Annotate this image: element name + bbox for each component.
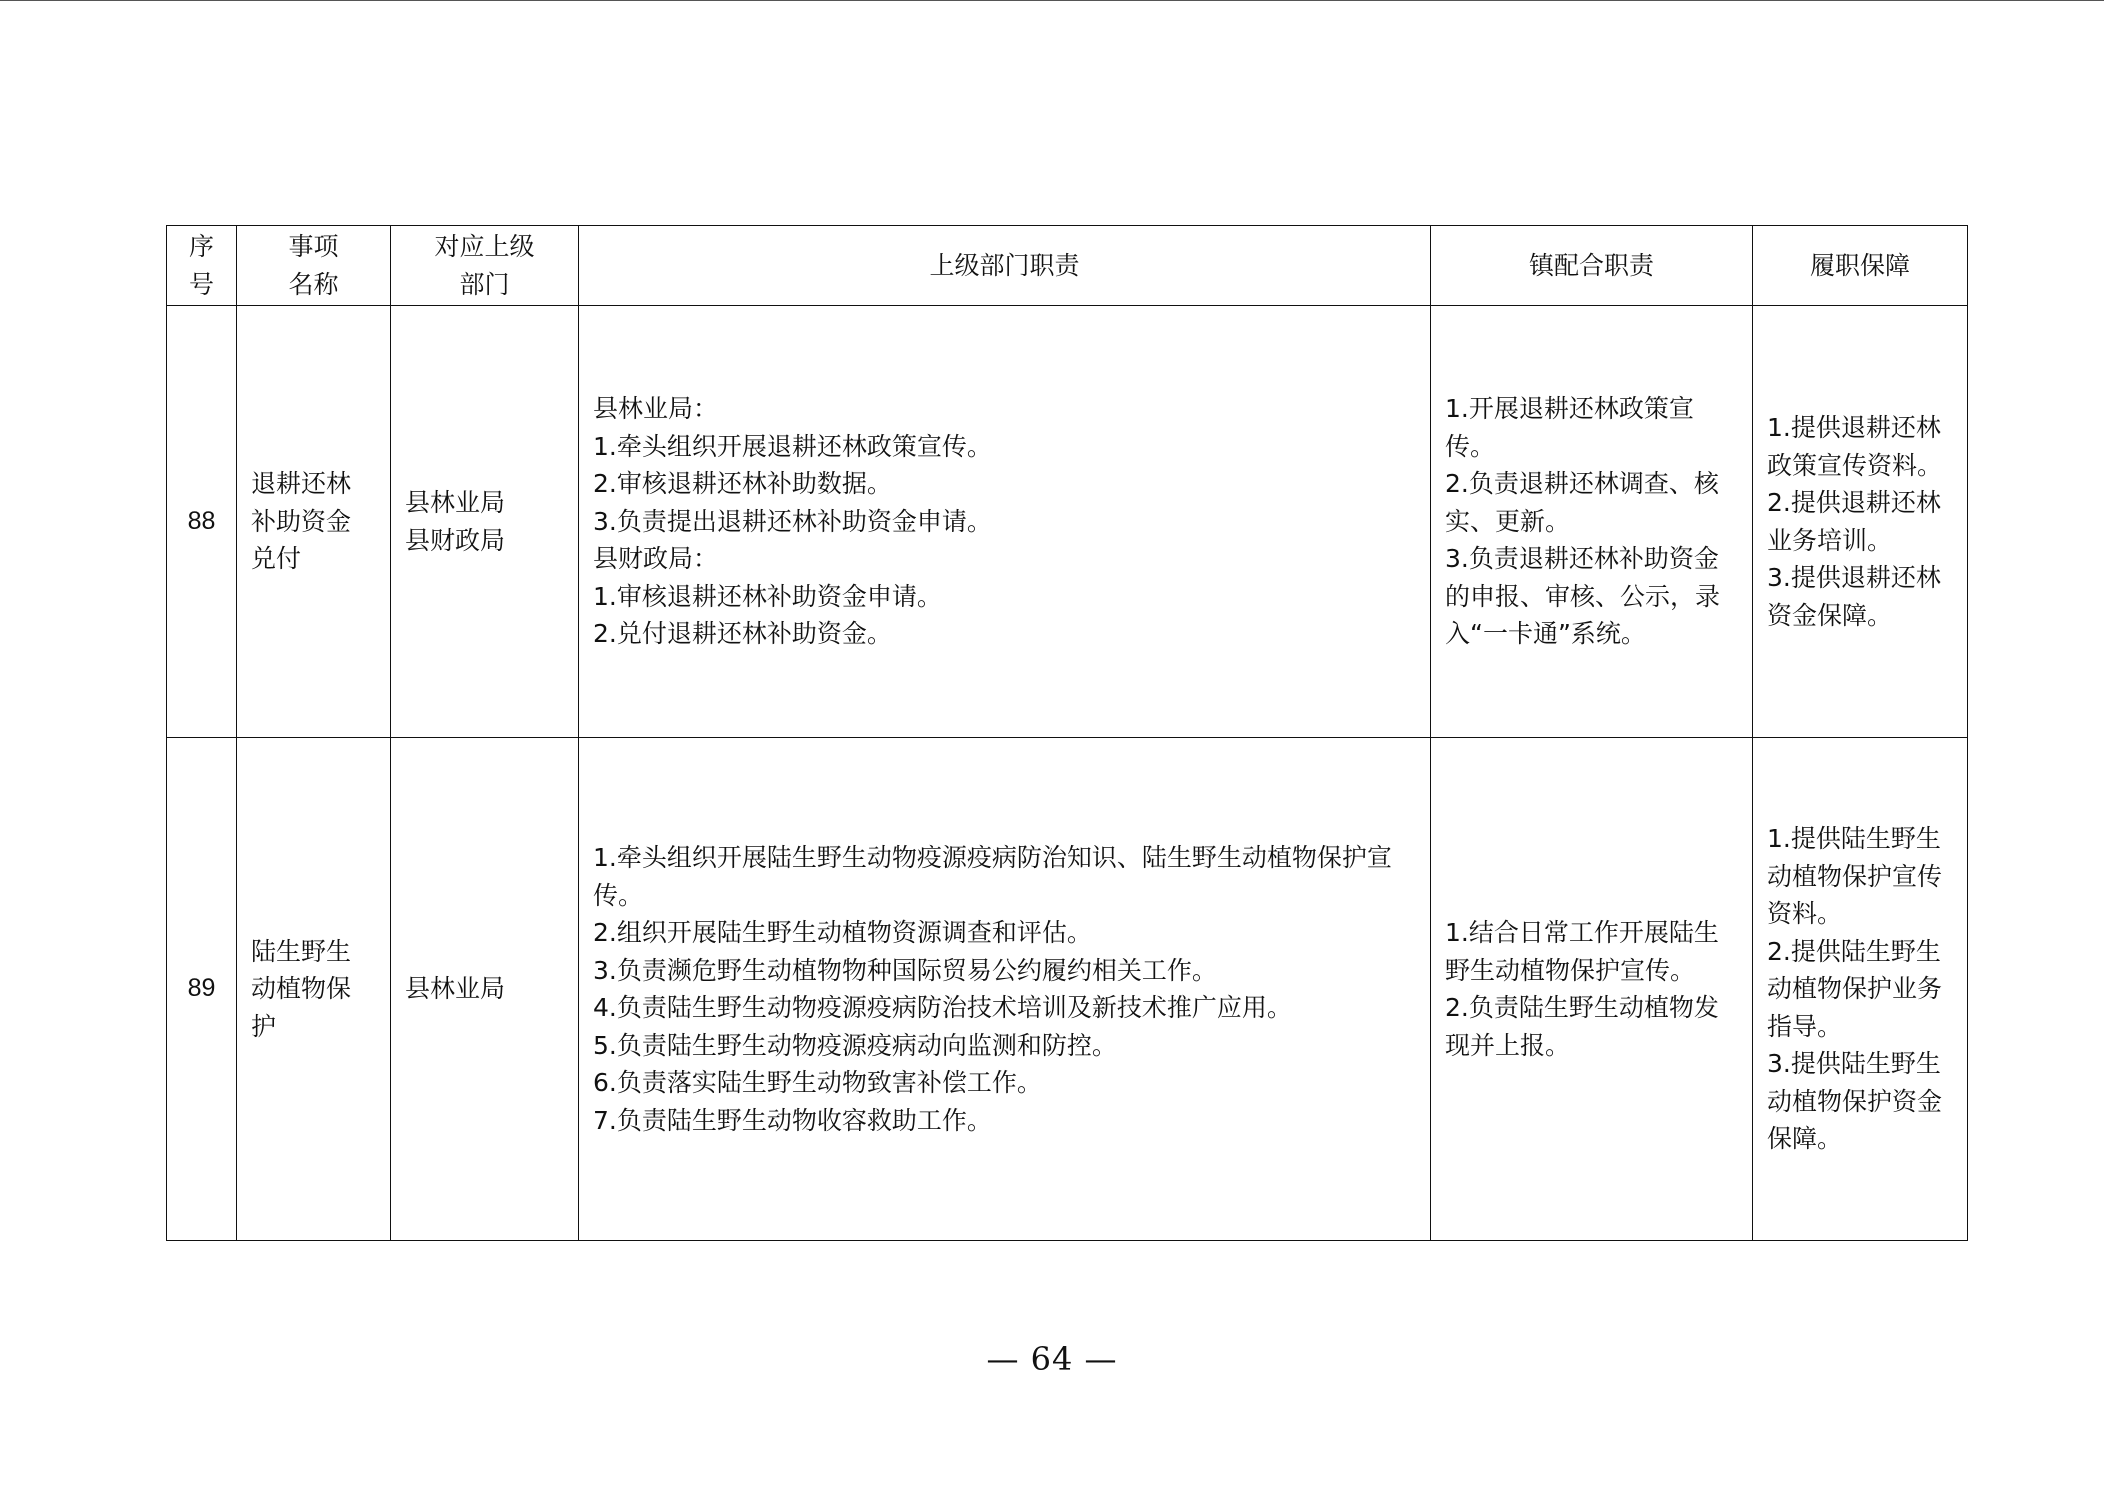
town-duty-line: 1.开展退耕还林政策宣传。	[1445, 394, 1694, 461]
header-dept-line: 对应上级	[434, 232, 535, 261]
duty-table	[166, 225, 1968, 1241]
header-seq-line: 号	[188, 269, 214, 299]
guarantee-line: 2.提供陆生野生	[1767, 936, 1941, 966]
upper-duty-line: 县财政局：	[593, 544, 719, 574]
dept-line: 县林业局	[405, 488, 506, 517]
town-duty-line: 的申报、审核、公示，录	[1445, 581, 1721, 611]
item-name-line: 补助资金	[251, 506, 352, 536]
town-duty-cell	[1431, 306, 1753, 738]
upper-duty-cell	[579, 738, 1431, 1241]
page-number: — 64 —	[986, 1340, 1118, 1378]
table-row	[167, 738, 1968, 1241]
town-duty-line: 2.负责退耕还林调查、核	[1445, 469, 1719, 499]
guarantee-line: 动植物保护资金	[1767, 1086, 1943, 1116]
town-duty-line: 1.结合日常工作开展陆生	[1445, 918, 1719, 947]
guarantee-line: 动植物保护业务	[1767, 974, 1943, 1004]
town-duty-line: 野生动植物保护宣传。	[1445, 955, 1696, 985]
dept-cell	[391, 738, 579, 1241]
upper-duty-line: 6.负责落实陆生野生动物致害补偿工作。	[593, 1068, 1042, 1097]
header-item-name	[237, 226, 391, 306]
guarantee-line: 1.提供退耕还林	[1767, 413, 1941, 442]
guarantee-cell	[1753, 306, 1968, 738]
dept-line: 县林业局	[405, 974, 506, 1004]
header-upper-duty: 上级部门职责	[579, 226, 1431, 306]
header-seq-line: 序	[188, 232, 214, 261]
upper-duty-line: 传。	[593, 880, 644, 910]
guarantee-line: 1.提供陆生野生	[1767, 824, 1941, 854]
upper-duty-line: 3.负责濒危野生动植物物种国际贸易公约履约相关工作。	[593, 955, 1217, 985]
town-duty-line: 实、更新。	[1445, 506, 1571, 536]
upper-duty-line: 2.兑付退耕还林补助资金。	[593, 619, 892, 649]
town-duty-line: 入“一卡通”系统。	[1445, 619, 1646, 649]
header-guarantee: 履职保障	[1753, 226, 1968, 306]
town-duty-line: 现并上报。	[1445, 1030, 1571, 1060]
page-top-rule	[0, 0, 2104, 1]
guarantee-line: 3.提供陆生野生	[1767, 1049, 1941, 1079]
table-row	[167, 306, 1968, 738]
guarantee-line: 资料。	[1767, 899, 1843, 929]
row-number: 88	[167, 306, 237, 738]
upper-duty-line: 1.牵头组织开展陆生野生动物疫源疫病防治知识、陆生野生动植物保护宣	[593, 843, 1392, 872]
header-dept	[391, 226, 579, 306]
guarantee-line: 动植物保护宣传	[1767, 861, 1943, 891]
header-seq	[167, 226, 237, 306]
town-duty-line: 2.负责陆生野生动植物发	[1445, 993, 1719, 1022]
upper-duty-line: 1.审核退耕还林补助资金申请。	[593, 581, 942, 611]
upper-duty-line: 3.负责提出退耕还林补助资金申请。	[593, 506, 992, 536]
header-item-line: 事项	[288, 232, 339, 261]
town-duty-line: 3.负责退耕还林补助资金	[1445, 544, 1719, 574]
upper-duty-cell	[579, 306, 1431, 738]
header-dept-line: 部门	[459, 269, 510, 299]
table-header-row	[167, 226, 1968, 306]
upper-duty-line: 县林业局：	[593, 394, 719, 424]
guarantee-line: 指导。	[1767, 1011, 1843, 1041]
item-name-line: 兑付	[251, 544, 302, 574]
guarantee-line: 2.提供退耕还林	[1767, 488, 1941, 517]
upper-duty-line: 2.组织开展陆生野生动植物资源调查和评估。	[593, 918, 1092, 947]
guarantee-line: 资金保障。	[1767, 600, 1893, 630]
guarantee-line: 保障。	[1767, 1124, 1843, 1154]
item-name-line: 护	[251, 1011, 277, 1041]
town-duty-cell	[1431, 738, 1753, 1241]
item-name-line: 退耕还林	[251, 469, 352, 499]
item-name-cell	[237, 738, 391, 1241]
item-name-line: 陆生野生	[251, 936, 352, 966]
row-number: 89	[167, 738, 237, 1241]
header-town-duty: 镇配合职责	[1431, 226, 1753, 306]
upper-duty-line: 7.负责陆生野生动物收容救助工作。	[593, 1105, 992, 1135]
guarantee-line: 业务培训。	[1767, 525, 1893, 555]
guarantee-cell	[1753, 738, 1968, 1241]
dept-line: 县财政局	[405, 525, 506, 555]
dept-cell	[391, 306, 579, 738]
item-name-cell	[237, 306, 391, 738]
upper-duty-line: 5.负责陆生野生动物疫源疫病动向监测和防控。	[593, 1030, 1117, 1060]
guarantee-line: 3.提供退耕还林	[1767, 563, 1941, 592]
upper-duty-line: 2.审核退耕还林补助数据。	[593, 469, 892, 499]
header-item-line: 名称	[288, 269, 339, 299]
upper-duty-line: 1.牵头组织开展退耕还林政策宣传。	[593, 431, 992, 461]
guarantee-line: 政策宣传资料。	[1767, 450, 1943, 480]
upper-duty-line: 4.负责陆生野生动物疫源疫病防治技术培训及新技术推广应用。	[593, 993, 1292, 1022]
item-name-line: 动植物保	[251, 974, 352, 1004]
